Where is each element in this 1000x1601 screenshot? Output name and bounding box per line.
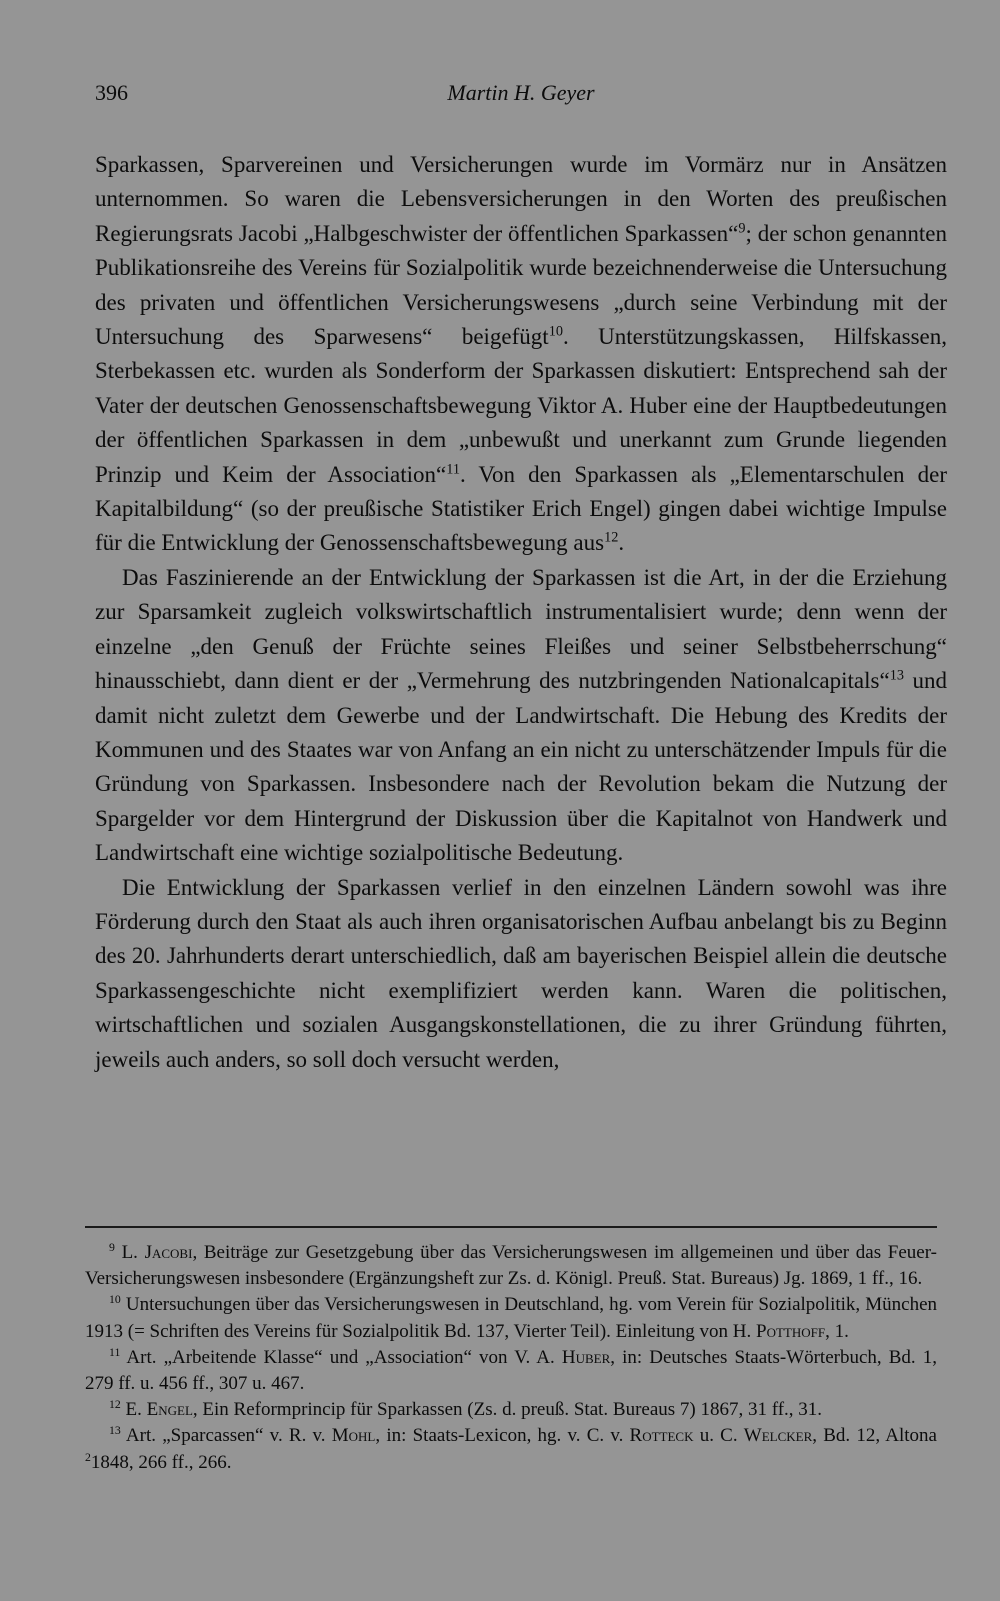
footnote-number: 12 xyxy=(109,1398,121,1412)
paragraph-1 xyxy=(95,148,947,561)
text-run: . Unterstützungskassen, Hilfskassen, Sterbekassen etc. wurden als Sonderform der Sparkassen diskutiert: Entsprechend sah der Vater der deutschen Genossenschaftsbewegung Viktor A. Huber eine der Hauptbedeutungen der öffentlichen Sparkassen in dem „unbewußt und unerkannt zum Grunde liegenden Prinzip und Keim der Association“ xyxy=(95,324,947,487)
author-name: Huber xyxy=(561,1346,611,1368)
footnote-13 xyxy=(85,1423,937,1475)
main-text xyxy=(95,148,947,1077)
footnote-12 xyxy=(85,1397,937,1423)
author-name: Potthoff xyxy=(756,1320,826,1342)
footnote-ref-10: 10 xyxy=(548,323,563,340)
text-run: , Beiträge zur Gesetzgebung über das Versicherungswesen im allgemeinen und über das Feuer-Versicherungswesen insbesondere (Ergänzungsheft zur Zs. d. Königl. Preuß. Stat. Bureaus) Jg. 1869, 1 ff., 16. xyxy=(85,1242,938,1290)
footnote-number: 10 xyxy=(109,1293,121,1307)
footnote-ref-12: 12 xyxy=(604,529,619,546)
author-name: Jacobi xyxy=(144,1242,193,1263)
paragraph-2 xyxy=(95,561,947,871)
edition-number: 2 xyxy=(85,1450,91,1464)
text-run: E. xyxy=(125,1399,147,1421)
footnote-number: 9 xyxy=(109,1240,115,1254)
text-run: und damit nicht zuletzt dem Gewerbe und der Landwirtschaft. Die Hebung des Kredits der Kommunen und des Staates war von Anfang an ein nicht zu unterschätzender Impuls für die Gründung von Sparkassen. Insbesondere nach der Revolution bekam die Nutzung der Spargelder vor dem Hintergrund der Diskussion über die Kapitalnot von Handwerk und Landwirtschaft eine wichtige sozialpolitische Bedeutung. xyxy=(95,668,948,866)
text-run: L. xyxy=(121,1242,145,1263)
text-run: , Bd. 12, Altona xyxy=(812,1425,937,1447)
text-run: Das Faszinierende an der Entwicklung der Sparkassen ist die Art, in der die Erziehung zur Sparsamkeit zugleich volkswirtschaftlich instrumentalisiert wurde; denn wenn der einzelne „den Genuß der Früchte seines Fleißes und seiner Selbstbeherrschung“ hinausschiebt, dann dient er der „Vermehrung des nutzbringenden Nationalcapitals“ xyxy=(95,564,947,694)
author-name: Rotteck xyxy=(629,1425,694,1447)
text-run: Sparkassen, Sparvereinen und Versicherungen wurde im Vormärz nur in Ansätzen unternommen. So waren die Lebensversicherungen in den Worten des preußischen Regierungsrats Jacobi „Halbgeschwister der öffentlichen Sparkassen“ xyxy=(95,152,947,246)
text-run: Untersuchungen über das Versicherungswesen in Deutschland, hg. vom Verein für Sozialpolitik, München 1913 (= Schriften des Vereins für Sozialpolitik Bd. 137, Vierter Teil). Einleitung von H. xyxy=(85,1294,938,1342)
text-run: , 1. xyxy=(825,1320,849,1342)
text-run: Art. „Sparcassen“ v. R. v. xyxy=(125,1425,332,1447)
page-header xyxy=(95,80,947,110)
text-run: , Ein Reformprincip für Sparkassen (Zs. d. preuß. Stat. Bureaus 7) 1867, 31 ff., 31. xyxy=(192,1399,823,1421)
text-run: . Von den Sparkassen als „Elementarschulen der Kapitalbildung“ (so der preußische Statistiker Erich Engel) gingen dabei wichtige Impulse für die Entwicklung der Genossenschaftsbewegung aus xyxy=(95,461,947,556)
footnotes xyxy=(85,1240,937,1476)
paragraph-3: Die Entwicklung der Sparkassen verlief in den einzelnen Ländern sowohl was ihre Förderung durch den Staat als auch ihren organisatorischen Aufbau anbelangt bis zu Beginn des 20. Jahrhunderts derart unterschiedlich, daß am bayerischen Beispiel allein die deutsche Sparkassengeschichte nicht exemplifiziert werden kann. Waren die politischen, wirtschaftlichen und sozialen Ausgangskonstellationen, die zu ihrer Gründung führten, jeweils auch anders, so soll doch versucht werden, xyxy=(95,874,947,1072)
text-run: Art. „Arbeitende Klasse“ und „Association“ von V. A. xyxy=(126,1346,562,1368)
footnote-ref-13: 13 xyxy=(889,667,904,684)
author-name: Welcker xyxy=(743,1425,813,1447)
running-head-author: Martin H. Geyer xyxy=(447,80,595,105)
footnote-10 xyxy=(85,1292,937,1344)
text-run: , in: Staats-Lexicon, hg. v. C. v. xyxy=(375,1425,630,1447)
text-run: , in: Deutsches Staats-Wörterbuch, Bd. 1, 279 ff. u. 456 ff., 307 u. 467. xyxy=(85,1346,938,1395)
footnote-number: 11 xyxy=(109,1345,121,1359)
footnote-rule xyxy=(85,1226,937,1228)
page-number: 396 xyxy=(95,80,128,105)
footnote-9 xyxy=(85,1240,937,1292)
text-run: . xyxy=(618,530,625,556)
footnote-ref-9: 9 xyxy=(738,220,746,237)
footnote-11 xyxy=(85,1345,937,1397)
footnote-ref-11: 11 xyxy=(446,461,460,478)
text-run: u. C. xyxy=(693,1425,744,1447)
footnote-number: 13 xyxy=(109,1424,121,1438)
text-run: ; der schon genannten Publikationsreihe des Vereins für Sozialpolitik wurde bezeichnenderweise die Untersuchung des privaten und öffentlichen Versicherungswesens „durch seine Verbindung mit der Untersuchung des Sparwesens“ beigefügt xyxy=(95,220,947,350)
author-name: Engel xyxy=(146,1399,193,1421)
text-run: 1848, 266 ff., 266. xyxy=(90,1451,232,1473)
author-name: Mohl xyxy=(331,1425,376,1447)
